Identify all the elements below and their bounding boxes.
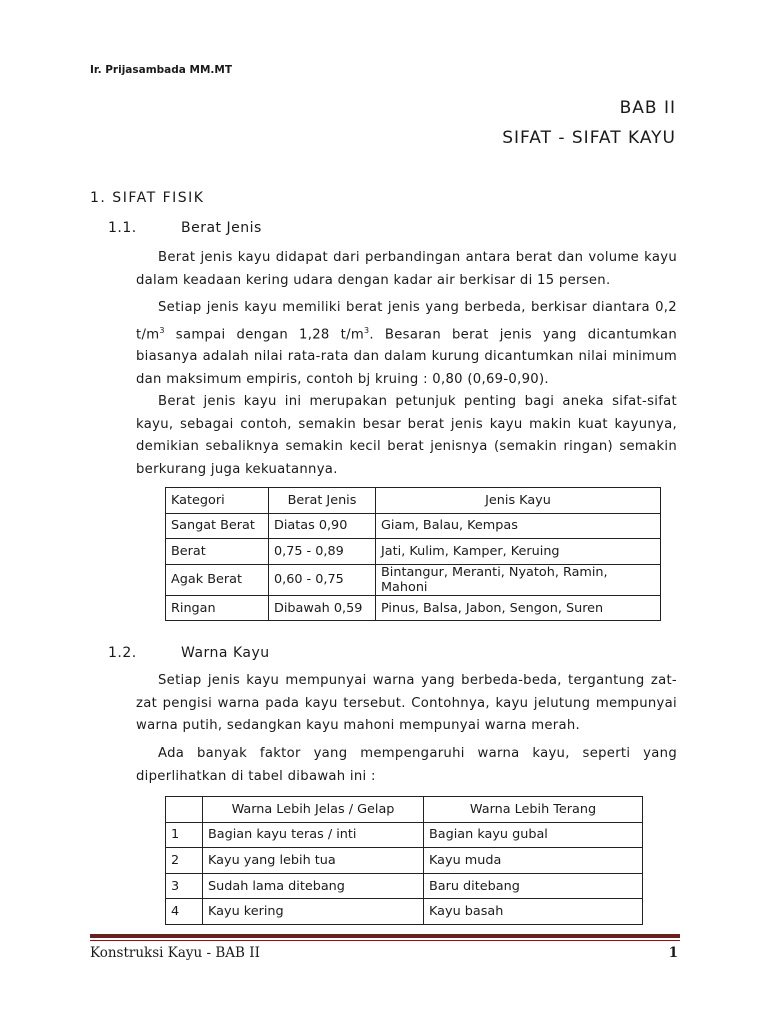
table-header-cell: Berat Jenis xyxy=(269,488,376,514)
table-cell: 0,60 - 0,75 xyxy=(269,564,376,595)
table-row xyxy=(166,595,661,621)
density-table xyxy=(165,487,661,621)
table-cell: Diatas 0,90 xyxy=(269,513,376,539)
table-cell: Kayu muda xyxy=(424,848,643,874)
table-cell: Dibawah 0,59 xyxy=(269,595,376,621)
table-cell: 3 xyxy=(166,873,203,899)
table-cell: Giam, Balau, Kempas xyxy=(376,513,661,539)
table-header-row xyxy=(166,797,643,823)
table-cell: Kayu yang lebih tua xyxy=(203,848,424,874)
table-row xyxy=(166,539,661,565)
table-cell: 0,75 - 0,89 xyxy=(269,539,376,565)
table-header-cell: Kategori xyxy=(166,488,269,514)
table-header-row xyxy=(166,488,661,514)
table-row xyxy=(166,513,661,539)
table-row xyxy=(166,822,643,848)
table-header-cell xyxy=(166,797,203,823)
paragraph: Berat jenis kayu didapat dari perbandingan antara berat dan volume kayu dalam keadaan kering udara dengan kadar air berkisar di 15 persen. xyxy=(136,250,677,288)
table-row xyxy=(166,899,643,925)
table-cell: Pinus, Balsa, Jabon, Sengon, Suren xyxy=(376,595,661,621)
table-cell: Kayu kering xyxy=(203,899,424,925)
table-cell: 1 xyxy=(166,822,203,848)
table-cell: 2 xyxy=(166,848,203,874)
table-cell: Bagian kayu teras / inti xyxy=(203,822,424,848)
table-cell: Ringan xyxy=(166,595,269,621)
table-header-cell: Warna Lebih Terang xyxy=(424,797,643,823)
color-factors-table xyxy=(165,796,643,925)
paragraph: Ada banyak faktor yang mempengaruhi warna kayu, seperti yang diperlihatkan di tabel dibawah ini : xyxy=(136,746,677,784)
paragraph: Berat jenis kayu ini merupakan petunjuk penting bagi aneka sifat-sifat kayu, sebagai contoh, semakin besar berat jenis kayu makin kuat kayunya, demikian sebaliknya semakin kecil berat jenisnya (semakin ringan) semakin berkurang juga kekuatannya. xyxy=(136,394,677,477)
table-header-cell: Warna Lebih Jelas / Gelap xyxy=(203,797,424,823)
paragraph: Setiap jenis kayu mempunyai warna yang berbeda-beda, tergantung zat-zat pengisi warna pada kayu tersebut. Contohnya, kayu jelutung mempunyai warna putih, sedangkan kayu mahoni mempunyai warna merah. xyxy=(136,673,677,733)
subsection-number: 1.1. xyxy=(108,220,137,236)
footer-divider-thin xyxy=(90,940,680,941)
table-cell: Kayu basah xyxy=(424,899,643,925)
subsection-title: Warna Kayu xyxy=(181,645,270,661)
chapter-label: BAB II xyxy=(619,98,676,118)
table-cell: Baru ditebang xyxy=(424,873,643,899)
table-cell: Bintangur, Meranti, Nyatoh, Ramin, Mahoni xyxy=(376,564,661,595)
table-header-cell: Jenis Kayu xyxy=(376,488,661,514)
table-row xyxy=(166,848,643,874)
table-cell: Jati, Kulim, Kamper, Keruing xyxy=(376,539,661,565)
page-number: 1 xyxy=(668,945,678,961)
subsection-title: Berat Jenis xyxy=(181,220,262,236)
section-heading: 1. SIFAT FISIK xyxy=(90,190,205,206)
table-cell: Sudah lama ditebang xyxy=(203,873,424,899)
table-cell: Agak Berat xyxy=(166,564,269,595)
table-cell: Bagian kayu gubal xyxy=(424,822,643,848)
footer-title: Konstruksi Kayu - BAB II xyxy=(90,945,260,961)
table-row xyxy=(166,564,661,595)
table-row xyxy=(166,873,643,899)
subsection-number: 1.2. xyxy=(108,645,137,661)
table-cell: 4 xyxy=(166,899,203,925)
footer-divider xyxy=(90,934,680,938)
author-name: Ir. Prijasambada MM.MT xyxy=(90,64,233,76)
table-cell: Berat xyxy=(166,539,269,565)
paragraph: Setiap jenis kayu memiliki berat jenis yang berbeda, berkisar diantara 0,2 $t/m^3$ sampai dengan 1,28 $t/m^3$. Besaran berat jenis yang dicantumkan biasanya adalah nilai rata-rata dan dalam kurung dicantumkan nilai minimum dan maksimum empiris, contoh bj kruing : 0,80 (0,69-0,90). xyxy=(136,300,677,387)
table-cell: Sangat Berat xyxy=(166,513,269,539)
chapter-title: SIFAT - SIFAT KAYU xyxy=(502,128,676,148)
